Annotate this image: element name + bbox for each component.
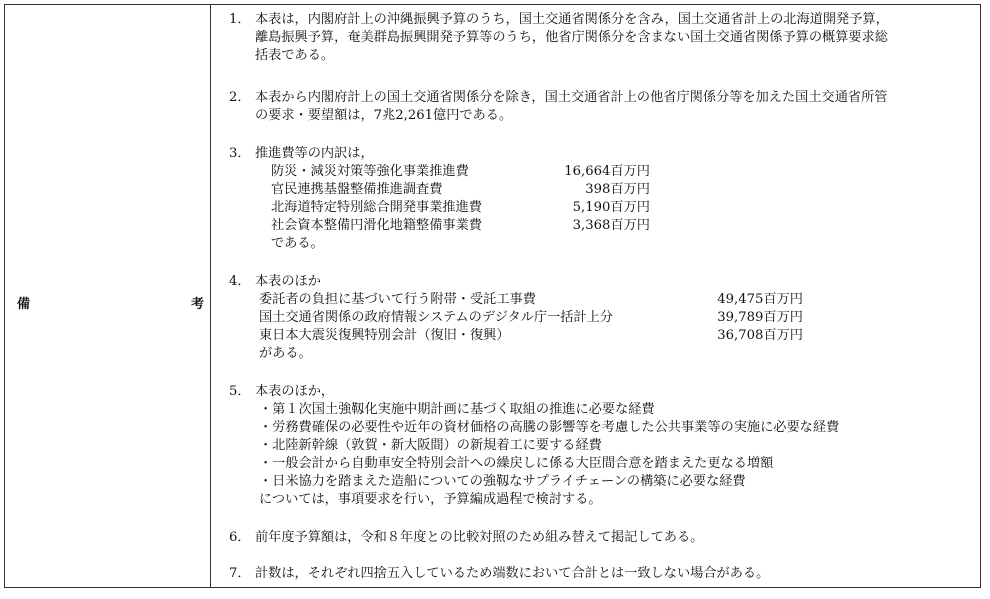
note-3-line-1: 推進費等の内訳は， [255,146,374,161]
note-1-line-3: 括表である。 [255,48,335,63]
note-4-item-amount: 39,789百万円 [717,310,803,325]
note-3-item-label: 北海道特定特別総合開発事業推進費 [271,200,482,215]
note-3-item-amount: 16,664百万円 [564,164,650,179]
note-6-number: 6． [229,530,251,545]
note-5-bullet: ・日米協力を踏まえた造船についての強靱なサプライチェーンの構築に必要な経費 [259,474,746,489]
note-5-bullet: ・労務費確保の必要性や近年の資材価格の高騰の影響等を考慮した公共事業等の実施に必要な経費 [259,420,840,435]
note-3-number: 3． [229,146,251,161]
note-5-bullet: ・第１次国土強靱化実施中期計画に基づく取組の推進に必要な経費 [259,402,655,417]
note-2-number: 2． [229,90,251,105]
note-4-item-amount: 49,475百万円 [717,292,803,307]
note-1-line-2: 離島振興予算，奄美群島振興開発予算等のうち，他省庁関係分を含まない国土交通省関係予算の概算要求総 [255,30,888,45]
note-3-tail: である。 [271,236,324,251]
note-4-number: 4． [229,274,251,289]
note-3-item-amount: 3,368百万円 [572,218,650,233]
note-5-line-1: 本表のほか， [255,384,335,399]
note-4-item-label: 国土交通省関係の政府情報システムのデジタル庁一括計上分 [259,310,613,325]
note-4-item-amount: 36,708百万円 [717,328,803,343]
note-3-item-label: 社会資本整備円滑化地籍整備事業費 [271,218,482,233]
note-5-bullet: ・北陸新幹線（敦賀・新大阪間）の新規着工に要する経費 [259,438,602,453]
note-7-line-1: 計数は，それぞれ四捨五入しているため端数において合計とは一致しない場合がある。 [255,566,770,581]
note-7-number: 7． [229,566,251,581]
note-4-line-1: 本表のほか [255,274,321,289]
remarks-header-cell [5,5,211,587]
note-4-tail: がある。 [259,346,312,361]
note-5-number: 5． [229,384,251,399]
note-5-tail: については，事項要求を行い，予算編成過程で検討する。 [259,492,602,507]
remarks-body [211,5,980,587]
header-char-left: 備 [17,297,31,312]
note-4-item-label: 東日本大震災復興特別会計（復旧・復興） [259,328,510,343]
note-3-item-amount: 398百万円 [585,182,650,197]
header-char-right: 考 [191,297,205,312]
note-2-line-2: の要求・要望額は，7兆2,261億円である。 [255,108,513,123]
remarks-table [4,4,981,588]
note-4-item-label: 委託者の負担に基づいて行う附帯・受託工事費 [259,292,536,307]
note-3-item-amount: 5,190百万円 [572,200,650,215]
note-1-line-1: 本表は，内閣府計上の沖縄振興予算のうち，国土交通省関係分を含み，国土交通省計上の北海道開発予算， [255,12,889,27]
note-3-item-label: 防災・減災対策等強化事業推進費 [271,164,469,179]
note-2-line-1: 本表から内閣府計上の国土交通省関係分を除き，国土交通省計上の他省庁関係分等を加えた国土交通省所管 [255,90,888,105]
note-5-bullet: ・一般会計から自動車安全特別会計への繰戻しに係る大臣間合意を踏まえた更なる増額 [259,456,774,471]
note-1-number: 1． [229,12,251,27]
note-3-item-label: 官民連携基盤整備推進調査費 [271,182,443,197]
note-6-line-1: 前年度予算額は，令和８年度との比較対照のため組み替えて掲記してある。 [255,530,704,545]
